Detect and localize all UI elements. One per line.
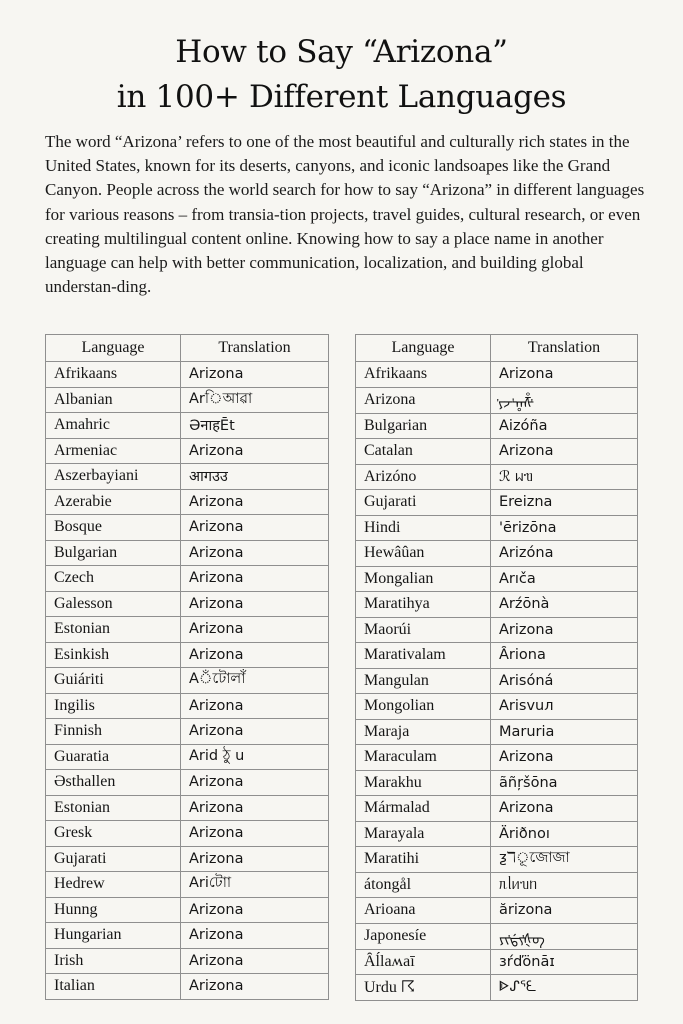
- table-row: [356, 923, 638, 949]
- translation-cell: Arizona: [181, 795, 329, 821]
- table-row: [356, 515, 638, 541]
- table-row: [356, 745, 638, 771]
- translation-cell: Arźōnà: [491, 592, 638, 618]
- language-cell: Galesson: [46, 591, 181, 617]
- language-cell: Japonesíe: [356, 923, 491, 949]
- table-row: [46, 515, 329, 541]
- table-row: [46, 489, 329, 515]
- translation-cell: Arিআৱা: [181, 387, 329, 413]
- translation-cell: Arizóna: [491, 541, 638, 567]
- translation-cell: Arizona: [181, 923, 329, 949]
- table-row: [356, 617, 638, 643]
- table-row: [46, 362, 329, 388]
- translation-cell: Arizona: [181, 591, 329, 617]
- table-row: [46, 974, 329, 1000]
- table-row: [46, 387, 329, 413]
- translation-cell: Arisóná: [491, 668, 638, 694]
- language-cell: Gujarati: [356, 490, 491, 516]
- translation-cell: Ereizna: [491, 490, 638, 516]
- table-row: [46, 413, 329, 439]
- language-cell: Maratihya: [356, 592, 491, 618]
- language-cell: Hindi: [356, 515, 491, 541]
- translation-cell: Arizona: [181, 846, 329, 872]
- language-cell: Gujarati: [46, 846, 181, 872]
- language-cell: Guiáriti: [46, 668, 181, 694]
- language-cell: Bosque: [46, 515, 181, 541]
- translation-cell: Arizona: [181, 897, 329, 923]
- language-cell: Azerabie: [46, 489, 181, 515]
- language-cell: Arioana: [356, 898, 491, 924]
- language-cell: Maratihi: [356, 847, 491, 873]
- table-row: [356, 566, 638, 592]
- language-cell: Afrikaans: [356, 362, 491, 388]
- language-cell: Aszerbayiani: [46, 464, 181, 490]
- intro-text: The word “Arizona’ refers to one of the most beautiful and culturally rich states in the United States, known for its deserts, canyons, and iconic landsoapes like the Grand Canyon. People across the world search for how to say “Arizona” in different languages for various reasons – from transia-tion projects, travel guides, cultural research, or even creating multilingual content online. Knowing how to say a place name in another language can help with better communication, localization, and building global understan-ding.: [45, 132, 645, 297]
- translation-cell: ᠶᡳᡃᡩᡪᡃᡧᡋ: [491, 923, 638, 949]
- translation-cell: Arizona: [181, 362, 329, 388]
- translation-cell: Arizona: [491, 796, 638, 822]
- translation-table-right: [355, 334, 638, 1001]
- translation-cell: ᡃᠶᠵᡃᡎᢜᡃ: [491, 387, 638, 413]
- translation-cell: Arizona: [181, 821, 329, 847]
- language-cell: Estonian: [46, 617, 181, 643]
- language-cell: Mongalian: [356, 566, 491, 592]
- table-row: [356, 439, 638, 465]
- page-title-line-2: in 100+ Different Languages: [116, 79, 567, 115]
- table-row: [356, 796, 638, 822]
- table-row: [356, 643, 638, 669]
- table-row: [356, 464, 638, 490]
- translation-cell: ƺℸূজোজা: [491, 847, 638, 873]
- language-cell: Mangulan: [356, 668, 491, 694]
- translation-cell: Arizona: [181, 642, 329, 668]
- table-row: [356, 872, 638, 898]
- translation-cell: Arizona: [181, 948, 329, 974]
- language-cell: Irish: [46, 948, 181, 974]
- translation-cell: Arisvuл: [491, 694, 638, 720]
- translation-cell: Maruria: [491, 719, 638, 745]
- translation-cell: Ȃriona: [491, 643, 638, 669]
- translation-cell: 'ērizōna: [491, 515, 638, 541]
- language-cell: Maorúi: [356, 617, 491, 643]
- table-row: [356, 490, 638, 516]
- table-row: [46, 795, 329, 821]
- table-row: [356, 770, 638, 796]
- table-row: [46, 693, 329, 719]
- language-cell: Italian: [46, 974, 181, 1000]
- table-row: [46, 642, 329, 668]
- table-row: [46, 897, 329, 923]
- translation-cell: Arizona: [491, 617, 638, 643]
- language-cell: Mongolian: [356, 694, 491, 720]
- translation-cell: Arizona: [181, 617, 329, 643]
- table-row: [356, 387, 638, 413]
- column-header-translation: Translation: [491, 335, 638, 362]
- language-cell: Arizona: [356, 387, 491, 413]
- translation-cell: Arizona: [181, 770, 329, 796]
- table-header-row: [46, 335, 329, 362]
- translation-cell: ℛ ᥕᥓ: [491, 464, 638, 490]
- translation-cell: Arıča: [491, 566, 638, 592]
- table-row: [46, 872, 329, 898]
- translation-cell: ărizona: [491, 898, 638, 924]
- table-row: [356, 949, 638, 975]
- language-cell: átongål: [356, 872, 491, 898]
- table-row: [356, 847, 638, 873]
- language-cell: Hedrew: [46, 872, 181, 898]
- table-row: [356, 898, 638, 924]
- intro-paragraph: [45, 130, 645, 299]
- language-cell: Ȃĺlaʍaī: [356, 949, 491, 975]
- translation-cell: Arizona: [181, 974, 329, 1000]
- language-cell: Afrikaans: [46, 362, 181, 388]
- language-cell: Albanian: [46, 387, 181, 413]
- table-row: [356, 362, 638, 388]
- language-cell: Maraculam: [356, 745, 491, 771]
- table-row: [356, 719, 638, 745]
- language-cell: Urdu ☈: [356, 975, 491, 1001]
- translation-cell: Äriðnoı: [491, 821, 638, 847]
- language-cell: Esinkish: [46, 642, 181, 668]
- language-cell: Mármalad: [356, 796, 491, 822]
- language-cell: Guaratia: [46, 744, 181, 770]
- column-header-translation: Translation: [181, 335, 329, 362]
- table-row: [46, 846, 329, 872]
- table-row: [46, 770, 329, 796]
- table-row: [46, 617, 329, 643]
- table-row: [356, 694, 638, 720]
- translation-cell: Arizona: [181, 489, 329, 515]
- language-cell: Bulgarian: [356, 413, 491, 439]
- language-cell: Hunng: [46, 897, 181, 923]
- language-cell: Əsthallen: [46, 770, 181, 796]
- language-cell: Marayala: [356, 821, 491, 847]
- language-cell: Finnish: [46, 719, 181, 745]
- translation-cell: ãñŗšōna: [491, 770, 638, 796]
- language-cell: Ingilis: [46, 693, 181, 719]
- language-cell: Amahric: [46, 413, 181, 439]
- table-row: [356, 821, 638, 847]
- language-cell: Arizóno: [356, 464, 491, 490]
- translation-cell: Arizona: [491, 439, 638, 465]
- language-cell: Hewâûan: [356, 541, 491, 567]
- table-row: [46, 540, 329, 566]
- table-row: [46, 591, 329, 617]
- table-row: [46, 438, 329, 464]
- table-row: [356, 541, 638, 567]
- language-cell: Bulgarian: [46, 540, 181, 566]
- translation-cell: आगउउ: [181, 464, 329, 490]
- table-row: [46, 821, 329, 847]
- translation-cell: ᐈᔑᕐᘍ: [491, 975, 638, 1001]
- table-row: [46, 566, 329, 592]
- translation-cell: Arizona: [181, 719, 329, 745]
- column-header-language: Language: [46, 335, 181, 362]
- translation-cell: ƏनाहĒt: [181, 413, 329, 439]
- translation-cell: Aঁটোলাঁ: [181, 668, 329, 694]
- table-row: [46, 464, 329, 490]
- language-cell: Catalan: [356, 439, 491, 465]
- table-row: [46, 923, 329, 949]
- translation-cell: Arizona: [491, 362, 638, 388]
- page-title-line-1: How to Say “Arizona”: [175, 34, 508, 70]
- language-cell: Armeniac: [46, 438, 181, 464]
- translation-cell: Aizóña: [491, 413, 638, 439]
- table-header-row: [356, 335, 638, 362]
- translation-table-left: [45, 334, 329, 1000]
- language-cell: Estonian: [46, 795, 181, 821]
- language-cell: Hungarian: [46, 923, 181, 949]
- translation-cell: ᥰᥣᥢᥔᥒ: [491, 872, 638, 898]
- translation-cell: Arizona: [181, 515, 329, 541]
- translation-cell: Arizona: [181, 540, 329, 566]
- language-cell: Marativalam: [356, 643, 491, 669]
- translation-cell: Ariটোা: [181, 872, 329, 898]
- table-row: [356, 668, 638, 694]
- translation-cell: Arizona: [491, 745, 638, 771]
- translation-cell: Arid ঠু u: [181, 744, 329, 770]
- translation-cell: Arizona: [181, 693, 329, 719]
- language-cell: Czech: [46, 566, 181, 592]
- language-cell: Maraja: [356, 719, 491, 745]
- table-row: [46, 744, 329, 770]
- translation-cell: Arizona: [181, 566, 329, 592]
- table-row: [46, 719, 329, 745]
- table-row: [356, 592, 638, 618]
- table-row: [356, 975, 638, 1001]
- language-cell: Marakhu: [356, 770, 491, 796]
- table-row: [46, 948, 329, 974]
- column-header-language: Language: [356, 335, 491, 362]
- table-row: [46, 668, 329, 694]
- table-row: [356, 413, 638, 439]
- translation-cell: Arizona: [181, 438, 329, 464]
- language-cell: Gresk: [46, 821, 181, 847]
- translation-cell: ɜŕďönāɪ: [491, 949, 638, 975]
